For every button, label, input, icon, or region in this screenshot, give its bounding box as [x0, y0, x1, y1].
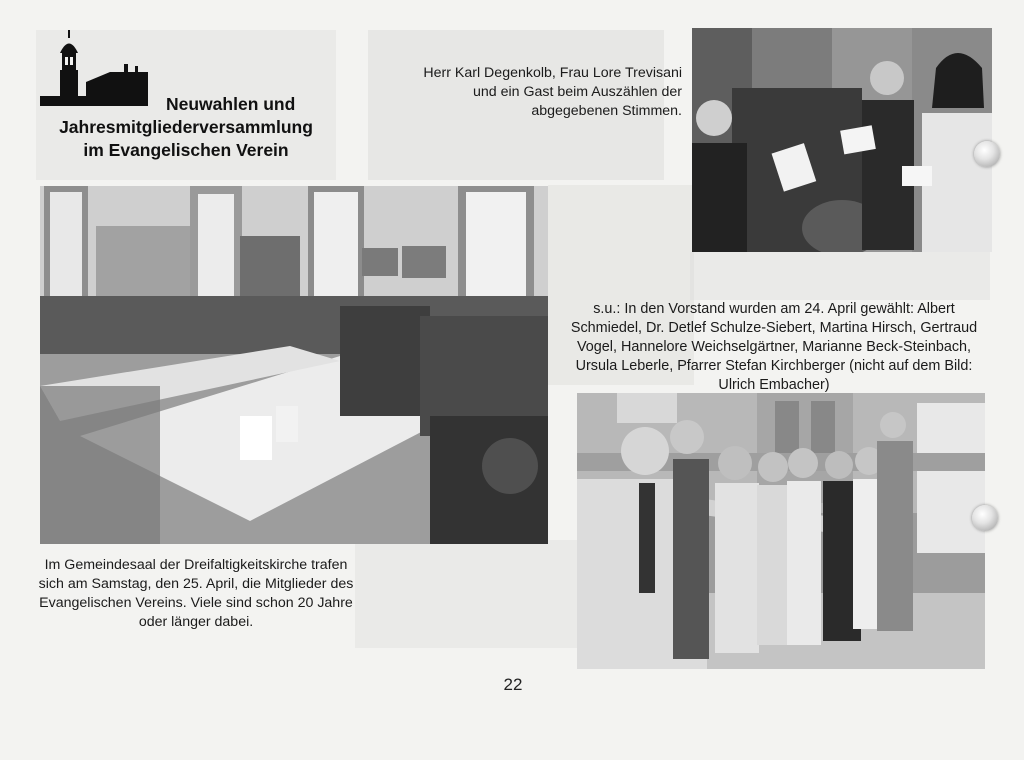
photo-board-members — [577, 393, 985, 669]
caption-board-members: s.u.: In den Vorstand wurden am 24. April gewählt: Albert Schmiedel, Dr. Detlef Schulze-Siebert, Martina Hirsch, Gertraud Vogel, Hannelore Weichselgärtner, Marianne Beck-Steinbach, Ursula Leberle, Pfarrer Stefan Kirchberger (nicht auf dem Bild: Ulrich Embacher) — [570, 301, 978, 393]
punch-hole-bottom — [972, 505, 998, 531]
bleed-through-right — [690, 252, 990, 300]
heading-line-1: Neuwahlen und — [166, 94, 296, 114]
caption-community-hall: Im Gemeindesaal der Dreifaltigkeitskirche trafen sich am Samstag, den 25. April, die Mitglieder des Evangelischen Vereins. Viele sind schon 20 Jahre oder länger dabei. — [38, 557, 354, 630]
caption-vote-counting: Herr Karl Degenkolb, Frau Lore Trevisani und ein Gast beim Auszählen der abgegebenen Stimmen. — [423, 65, 682, 119]
punch-hole-top — [974, 141, 1000, 167]
photo-vote-counting — [692, 28, 992, 252]
page-heading — [36, 93, 336, 162]
photo-community-hall — [40, 186, 548, 544]
page-number: 22 — [503, 675, 523, 694]
heading-line-3: im Evangelischen Verein — [83, 140, 289, 160]
heading-line-2: Jahresmitgliederversammlung — [59, 117, 313, 137]
bleed-through-bottom — [355, 540, 577, 648]
